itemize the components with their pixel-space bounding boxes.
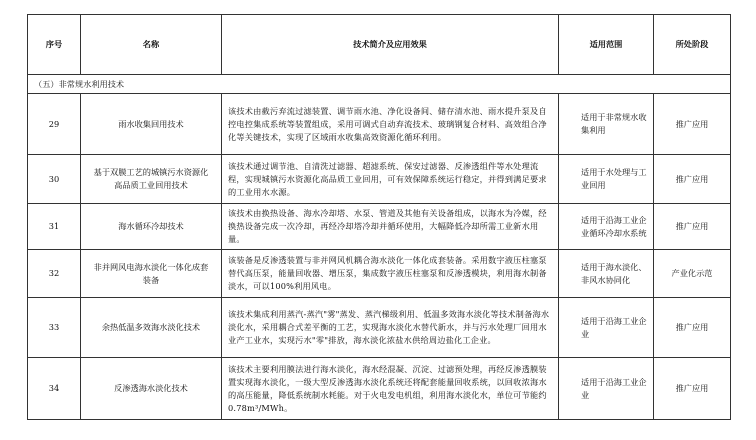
row-stage: 推广应用 xyxy=(654,298,731,358)
row-desc: 该技术通过调节池、自清洗过滤器、超滤系统、保安过滤器、反渗透组件等水处理流程，实现城镇污水资源化高品质工业回用，可有效保障系统运行稳定，并得到满足要求的工业用水水源。 xyxy=(222,155,559,204)
row-stage: 产业化示范 xyxy=(654,250,731,298)
row-num: 34 xyxy=(28,358,81,420)
header-desc: 技术简介及应用效果 xyxy=(222,15,559,75)
header-name: 名称 xyxy=(81,15,222,75)
row-name: 反渗透海水淡化技术 xyxy=(81,358,222,420)
table-row xyxy=(28,94,731,155)
row-num: 31 xyxy=(28,204,81,250)
row-scope: 适用于海水淡化、非风水协同化 xyxy=(559,250,654,298)
row-scope: 适用于非常规水收集利用 xyxy=(559,94,654,155)
row-desc: 该技术由换热设备、海水冷却塔、水泵、管道及其他有关设备组成，以海水为冷媒，经换热设备完成一次冷却，再经冷却塔冷却并循环使用，大幅降低冷却所需工业新水用量。 xyxy=(222,204,559,250)
section-title: （五）非常规水利用技术 xyxy=(28,75,731,94)
row-scope: 适用于沿海工业企业循环冷却水系统 xyxy=(559,204,654,250)
row-stage: 推广应用 xyxy=(654,155,731,204)
table-row xyxy=(28,298,731,358)
row-scope: 适用于沿海工业企业 xyxy=(559,358,654,420)
row-scope: 适用于水处理与工业回用 xyxy=(559,155,654,204)
row-name: 雨水收集回用技术 xyxy=(81,94,222,155)
row-num: 32 xyxy=(28,250,81,298)
row-name: 非并网风电海水淡化一体化成套装备 xyxy=(81,250,222,298)
row-desc: 该技术主要利用膜法进行海水淡化，海水经混凝、沉淀、过滤预处理，再经反渗透膜装置实现海水淡化，一级大型反渗透海水淡化系统还将配套能量回收系统，以回收浓海水的高压能量，降低系统制水耗能。对于火电发电机组，利用海水淡化水，单位可节能约 0.78m³/MWh。 xyxy=(222,358,559,420)
table-header-row xyxy=(28,15,731,75)
row-stage: 推广应用 xyxy=(654,358,731,420)
row-stage: 推广应用 xyxy=(654,204,731,250)
document-page xyxy=(27,14,730,420)
row-num: 29 xyxy=(28,94,81,155)
row-num: 30 xyxy=(28,155,81,204)
row-stage: 推广应用 xyxy=(654,94,731,155)
section-row xyxy=(28,75,731,94)
header-scope: 适用范围 xyxy=(559,15,654,75)
table-row xyxy=(28,250,731,298)
table-row xyxy=(28,155,731,204)
table-row xyxy=(28,204,731,250)
row-name: 基于双膜工艺的城镇污水资源化高品质工业回用技术 xyxy=(81,155,222,204)
row-name: 海水循环冷却技术 xyxy=(81,204,222,250)
row-desc: 该技术集成利用蒸汽-蒸汽"雾"蒸发、蒸汽梯级利用、低温多效海水淡化等技术制备海水淡化水，采用耦合式差平衡的工艺，实现海水淡化水替代新水，并与污水处理厂回用水业产工业水，实现污水"零"排放，海水淡化浓盐水供给周边盐化工企业。 xyxy=(222,298,559,358)
row-scope: 适用于沿海工业企业 xyxy=(559,298,654,358)
header-num: 序号 xyxy=(28,15,81,75)
header-stage: 所处阶段 xyxy=(654,15,731,75)
row-desc: 该装备是反渗透装置与非并网风机耦合海水淡化一体化成套装备。采用数字液压柱塞泵替代高压泵，能量回收器、增压泵，集成数字液压柱塞泵和反渗透模块，利用海水制备淡水，可以100%利用风电。 xyxy=(222,250,559,298)
row-name: 余热低温多效海水淡化技术 xyxy=(81,298,222,358)
row-num: 33 xyxy=(28,298,81,358)
row-desc: 该技术由截污弃流过滤装置、调节雨水池、净化设备间、储存清水池、雨水提升泵及自控电控集成系统等装置组成，采用可调式自动弃流技术、玻璃钢复合材料、高效组合净化等关键技术，实现了区域雨水收集高效资源化循环利用。 xyxy=(222,94,559,155)
technology-table xyxy=(27,14,731,420)
table-row xyxy=(28,358,731,420)
